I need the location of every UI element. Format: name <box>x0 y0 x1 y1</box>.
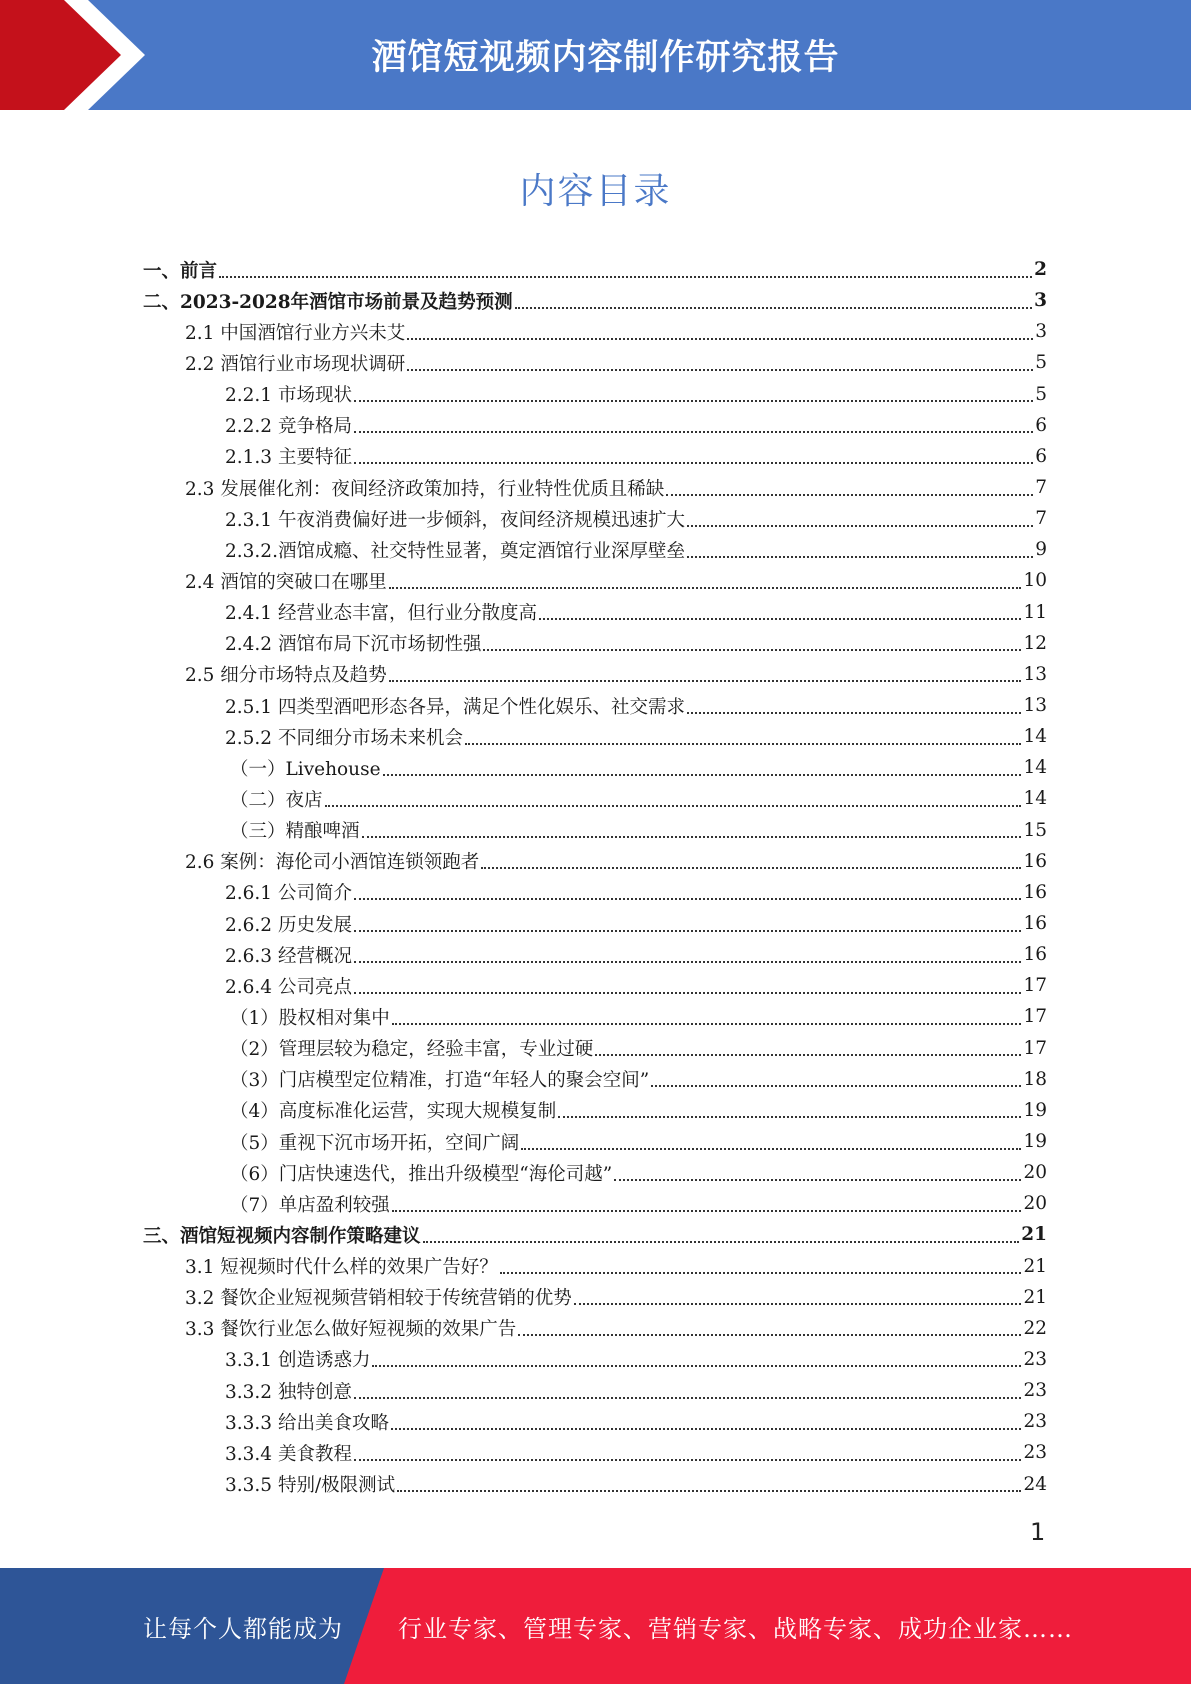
toc-entry-page: 20 <box>1023 1162 1047 1184</box>
toc-entry-page: 21 <box>1021 1224 1047 1246</box>
toc-entry-page: 16 <box>1023 881 1047 903</box>
report-footer <box>0 1568 1191 1684</box>
toc-entry[interactable] <box>143 254 1047 285</box>
toc-entry-title: 2.1.3 主要特征 <box>225 447 352 469</box>
toc-entry-page: 16 <box>1023 850 1047 872</box>
toc-entry-title: 2.6.2 历史发展 <box>225 914 352 936</box>
toc-entry[interactable] <box>143 815 1047 846</box>
toc-entry-title: （5）重视下沉市场开拓，空间广阔 <box>230 1132 520 1154</box>
toc-entry-title: 2.6.4 公司亮点 <box>225 976 352 998</box>
toc-entry-page: 21 <box>1023 1286 1047 1308</box>
toc-entry-page: 9 <box>1035 539 1047 561</box>
toc-entry[interactable] <box>143 752 1047 783</box>
toc-dot-leader <box>219 276 1032 278</box>
toc-entry-page: 17 <box>1023 975 1047 997</box>
toc-entry-title: （3）门店模型定位精准，打造“年轻人的聚会空间” <box>230 1070 650 1092</box>
toc-entry[interactable] <box>143 1406 1047 1437</box>
toc-entry[interactable] <box>143 721 1047 752</box>
toc-entry-title: 2.2 酒馆行业市场现状调研 <box>185 353 406 375</box>
toc-entry[interactable] <box>143 285 1047 316</box>
toc-entry[interactable] <box>143 472 1047 503</box>
toc-entry-title: 3.3.5 特别/极限测试 <box>225 1475 396 1497</box>
toc-entry-page: 14 <box>1023 757 1047 779</box>
toc-entry-page: 17 <box>1023 1006 1047 1028</box>
toc-dot-leader <box>407 338 1033 340</box>
toc-entry-page: 23 <box>1023 1348 1047 1370</box>
toc-entry-page: 13 <box>1023 695 1047 717</box>
toc-entry-title: 2.6 案例：海伦司小酒馆连锁领跑者 <box>185 852 480 874</box>
report-header <box>0 0 1191 110</box>
toc-dot-leader <box>354 431 1033 433</box>
toc-dot-leader <box>391 1428 1021 1430</box>
toc-entry[interactable] <box>143 1375 1047 1406</box>
toc-entry-title: 3.3 餐饮行业怎么做好短视频的效果广告 <box>185 1319 517 1341</box>
toc-dot-leader <box>465 743 1021 745</box>
toc-dot-leader <box>392 1023 1022 1025</box>
report-title: 酒馆短视频内容制作研究报告 <box>371 38 840 78</box>
toc-dot-leader <box>595 1054 1021 1056</box>
toc-entry-page: 3 <box>1034 290 1047 312</box>
toc-dot-leader <box>389 680 1022 682</box>
toc-entry[interactable] <box>143 1064 1047 1095</box>
toc-dot-leader <box>354 930 1022 932</box>
toc-dot-leader <box>518 1334 1021 1336</box>
toc-entry[interactable] <box>143 970 1047 1001</box>
toc-entry-page: 16 <box>1023 913 1047 935</box>
toc-dot-leader <box>354 961 1022 963</box>
toc-entry-title: 2.2.1 市场现状 <box>225 385 352 407</box>
toc-entry-page: 21 <box>1023 1255 1047 1277</box>
toc-entry-page: 5 <box>1035 352 1047 374</box>
toc-entry-title: 3.2 餐饮企业短视频营销相较于传统营销的优势 <box>185 1288 572 1310</box>
toc-entry-page: 14 <box>1023 726 1047 748</box>
toc-dot-leader <box>354 462 1033 464</box>
toc-entry-title: 3.1 短视频时代什么样的效果广告好？ <box>185 1257 498 1279</box>
toc-entry-page: 5 <box>1035 383 1047 405</box>
toc-entry-title: 2.1 中国酒馆行业方兴未艾 <box>185 322 406 344</box>
toc-entry[interactable] <box>143 1188 1047 1219</box>
toc-entry-page: 16 <box>1023 944 1047 966</box>
toc-dot-leader <box>651 1085 1021 1087</box>
toc-entry[interactable] <box>143 939 1047 970</box>
toc-dot-leader <box>500 1272 1022 1274</box>
toc-entry[interactable] <box>143 908 1047 939</box>
toc-entry-title: （6）门店快速迭代，推出升级模型“海伦司越” <box>230 1163 613 1185</box>
toc-entry-page: 11 <box>1023 601 1047 623</box>
toc-entry-page: 17 <box>1023 1037 1047 1059</box>
toc-dot-leader <box>521 1148 1021 1150</box>
toc-entry-page: 20 <box>1023 1193 1047 1215</box>
toc-entry[interactable] <box>143 1095 1047 1126</box>
toc-entry-page: 6 <box>1035 445 1047 467</box>
toc-entry[interactable] <box>143 503 1047 534</box>
toc-dot-leader <box>397 1490 1021 1492</box>
toc-dot-leader <box>389 587 1022 589</box>
toc-entry[interactable] <box>143 628 1047 659</box>
toc-entry-title: （2）管理层较为稳定，经验丰富，专业过硬 <box>230 1039 594 1061</box>
toc-entry-page: 12 <box>1023 632 1047 654</box>
toc-entry-page: 10 <box>1023 570 1047 592</box>
toc-entry-page: 6 <box>1035 414 1047 436</box>
toc-entry-page: 7 <box>1035 477 1047 499</box>
toc-dot-leader <box>515 307 1032 309</box>
toc-entry[interactable] <box>143 783 1047 814</box>
toc-entry[interactable] <box>143 690 1047 721</box>
toc-entry-page: 15 <box>1023 819 1047 841</box>
toc-dot-leader <box>687 712 1021 714</box>
toc-entry[interactable] <box>143 877 1047 908</box>
toc-entry-title: （4）高度标准化运营，实现大规模复制 <box>230 1101 557 1123</box>
toc-dot-leader <box>325 805 1022 807</box>
toc-entry-title: 3.3.2 独特创意 <box>225 1381 352 1403</box>
toc-entry[interactable] <box>143 379 1047 410</box>
toc-entry[interactable] <box>143 410 1047 441</box>
toc-dot-leader <box>574 1303 1022 1305</box>
toc-entry-title: 2.4 酒馆的突破口在哪里 <box>185 571 387 593</box>
toc-entry-title: （7）单店盈利较强 <box>230 1194 390 1216</box>
table-of-contents <box>143 254 1047 1500</box>
toc-entry[interactable] <box>143 1437 1047 1468</box>
footer-slogan-right: 行业专家、管理专家、营销专家、战略专家、成功企业家…… <box>398 1614 1073 1643</box>
toc-entry[interactable] <box>143 846 1047 877</box>
toc-dot-leader <box>687 525 1033 527</box>
toc-entry[interactable] <box>143 1344 1047 1375</box>
page-number: 1 <box>1030 1518 1046 1546</box>
toc-entry-title: 2.6.1 公司简介 <box>225 883 352 905</box>
toc-entry[interactable] <box>143 1001 1047 1032</box>
toc-entry-page: 22 <box>1023 1317 1047 1339</box>
toc-entry[interactable] <box>143 316 1047 347</box>
toc-entry[interactable] <box>143 1251 1047 1282</box>
toc-entry-title: 2.5 细分市场特点及趋势 <box>185 665 387 687</box>
toc-entry[interactable] <box>143 347 1047 378</box>
toc-dot-leader <box>354 1459 1022 1461</box>
toc-entry-title: 2.5.2 不同细分市场未来机会 <box>225 727 463 749</box>
toc-entry-title: 3.3.4 美食教程 <box>225 1443 352 1465</box>
toc-dot-leader <box>407 369 1033 371</box>
toc-entry-page: 19 <box>1023 1099 1047 1121</box>
toc-dot-leader <box>354 400 1033 402</box>
toc-entry[interactable] <box>143 1033 1047 1064</box>
toc-heading: 内容目录 <box>519 171 672 212</box>
toc-entry[interactable] <box>143 1468 1047 1499</box>
toc-entry-page: 7 <box>1035 508 1047 530</box>
toc-entry-page: 24 <box>1023 1473 1047 1495</box>
toc-entry[interactable] <box>143 441 1047 472</box>
toc-entry-title: 2.6.3 经营概况 <box>225 945 352 967</box>
toc-entry-page: 19 <box>1023 1131 1047 1152</box>
toc-entry-title: （三）精酿啤酒 <box>230 821 360 843</box>
toc-entry[interactable] <box>143 1157 1047 1188</box>
toc-dot-leader <box>614 1179 1021 1181</box>
toc-entry-title: 2.4.1 经营业态丰富，但行业分散度高 <box>225 603 537 625</box>
toc-entry-page: 18 <box>1023 1068 1047 1090</box>
toc-dot-leader <box>666 494 1033 496</box>
toc-entry-title: 2.2.2 竞争格局 <box>225 416 352 438</box>
toc-entry-title: 2.3 发展催化剂：夜间经济政策加持，行业特性优质且稀缺 <box>185 478 665 500</box>
toc-dot-leader <box>362 836 1022 838</box>
toc-entry[interactable] <box>143 659 1047 690</box>
toc-entry-page: 14 <box>1023 788 1047 810</box>
toc-entry-title: 3.3.3 给出美食攻略 <box>225 1412 389 1434</box>
toc-entry-page: 23 <box>1023 1411 1047 1433</box>
toc-dot-leader <box>687 556 1033 558</box>
toc-entry[interactable] <box>143 1282 1047 1313</box>
toc-entry[interactable] <box>143 597 1047 628</box>
toc-dot-leader <box>354 992 1022 994</box>
toc-entry-page: 23 <box>1023 1442 1047 1464</box>
toc-dot-leader <box>354 898 1022 900</box>
toc-entry[interactable] <box>143 1219 1047 1250</box>
toc-dot-leader <box>354 1397 1022 1399</box>
footer-slogan-left: 让每个人都能成为 <box>143 1614 343 1643</box>
toc-dot-leader <box>539 618 1021 620</box>
toc-dot-leader <box>483 649 1021 651</box>
toc-entry-title: 2.5.1 四类型酒吧形态各异，满足个性化娱乐、社交需求 <box>225 696 685 718</box>
toc-dot-leader <box>481 867 1021 869</box>
toc-dot-leader <box>423 1241 1020 1243</box>
toc-entry[interactable] <box>143 1313 1047 1344</box>
toc-entry[interactable] <box>143 1126 1047 1157</box>
toc-entry[interactable] <box>143 565 1047 596</box>
toc-entry-page: 3 <box>1035 321 1047 343</box>
toc-entry-title: （1）股权相对集中 <box>230 1007 390 1029</box>
toc-entry-title: （一）Livehouse <box>230 758 381 780</box>
toc-dot-leader <box>392 1210 1022 1212</box>
toc-entry-title: 2.3.2.酒馆成瘾、社交特性显著，奠定酒馆行业深厚壁垒 <box>225 540 685 562</box>
toc-entry-title: 2.3.1 午夜消费偏好进一步倾斜，夜间经济规模迅速扩大 <box>225 509 685 531</box>
toc-entry-title: 三、酒馆短视频内容制作策略建议 <box>143 1225 421 1247</box>
toc-entry-title: （二）夜店 <box>230 789 323 811</box>
toc-entry-title: 3.3.1 创造诱惑力 <box>225 1350 371 1372</box>
toc-entry[interactable] <box>143 534 1047 565</box>
toc-entry-title: 2.4.2 酒馆布局下沉市场韧性强 <box>225 634 482 656</box>
toc-entry-title: 一、前言 <box>143 260 218 282</box>
toc-dot-leader <box>372 1365 1021 1367</box>
toc-entry-page: 23 <box>1023 1380 1047 1402</box>
toc-entry-page: 2 <box>1034 259 1047 281</box>
toc-entry-page: 13 <box>1023 663 1047 685</box>
toc-dot-leader <box>558 1116 1021 1118</box>
toc-dot-leader <box>383 774 1022 776</box>
toc-entry-title: 二、2023-2028年酒馆市场前景及趋势预测 <box>143 291 513 313</box>
